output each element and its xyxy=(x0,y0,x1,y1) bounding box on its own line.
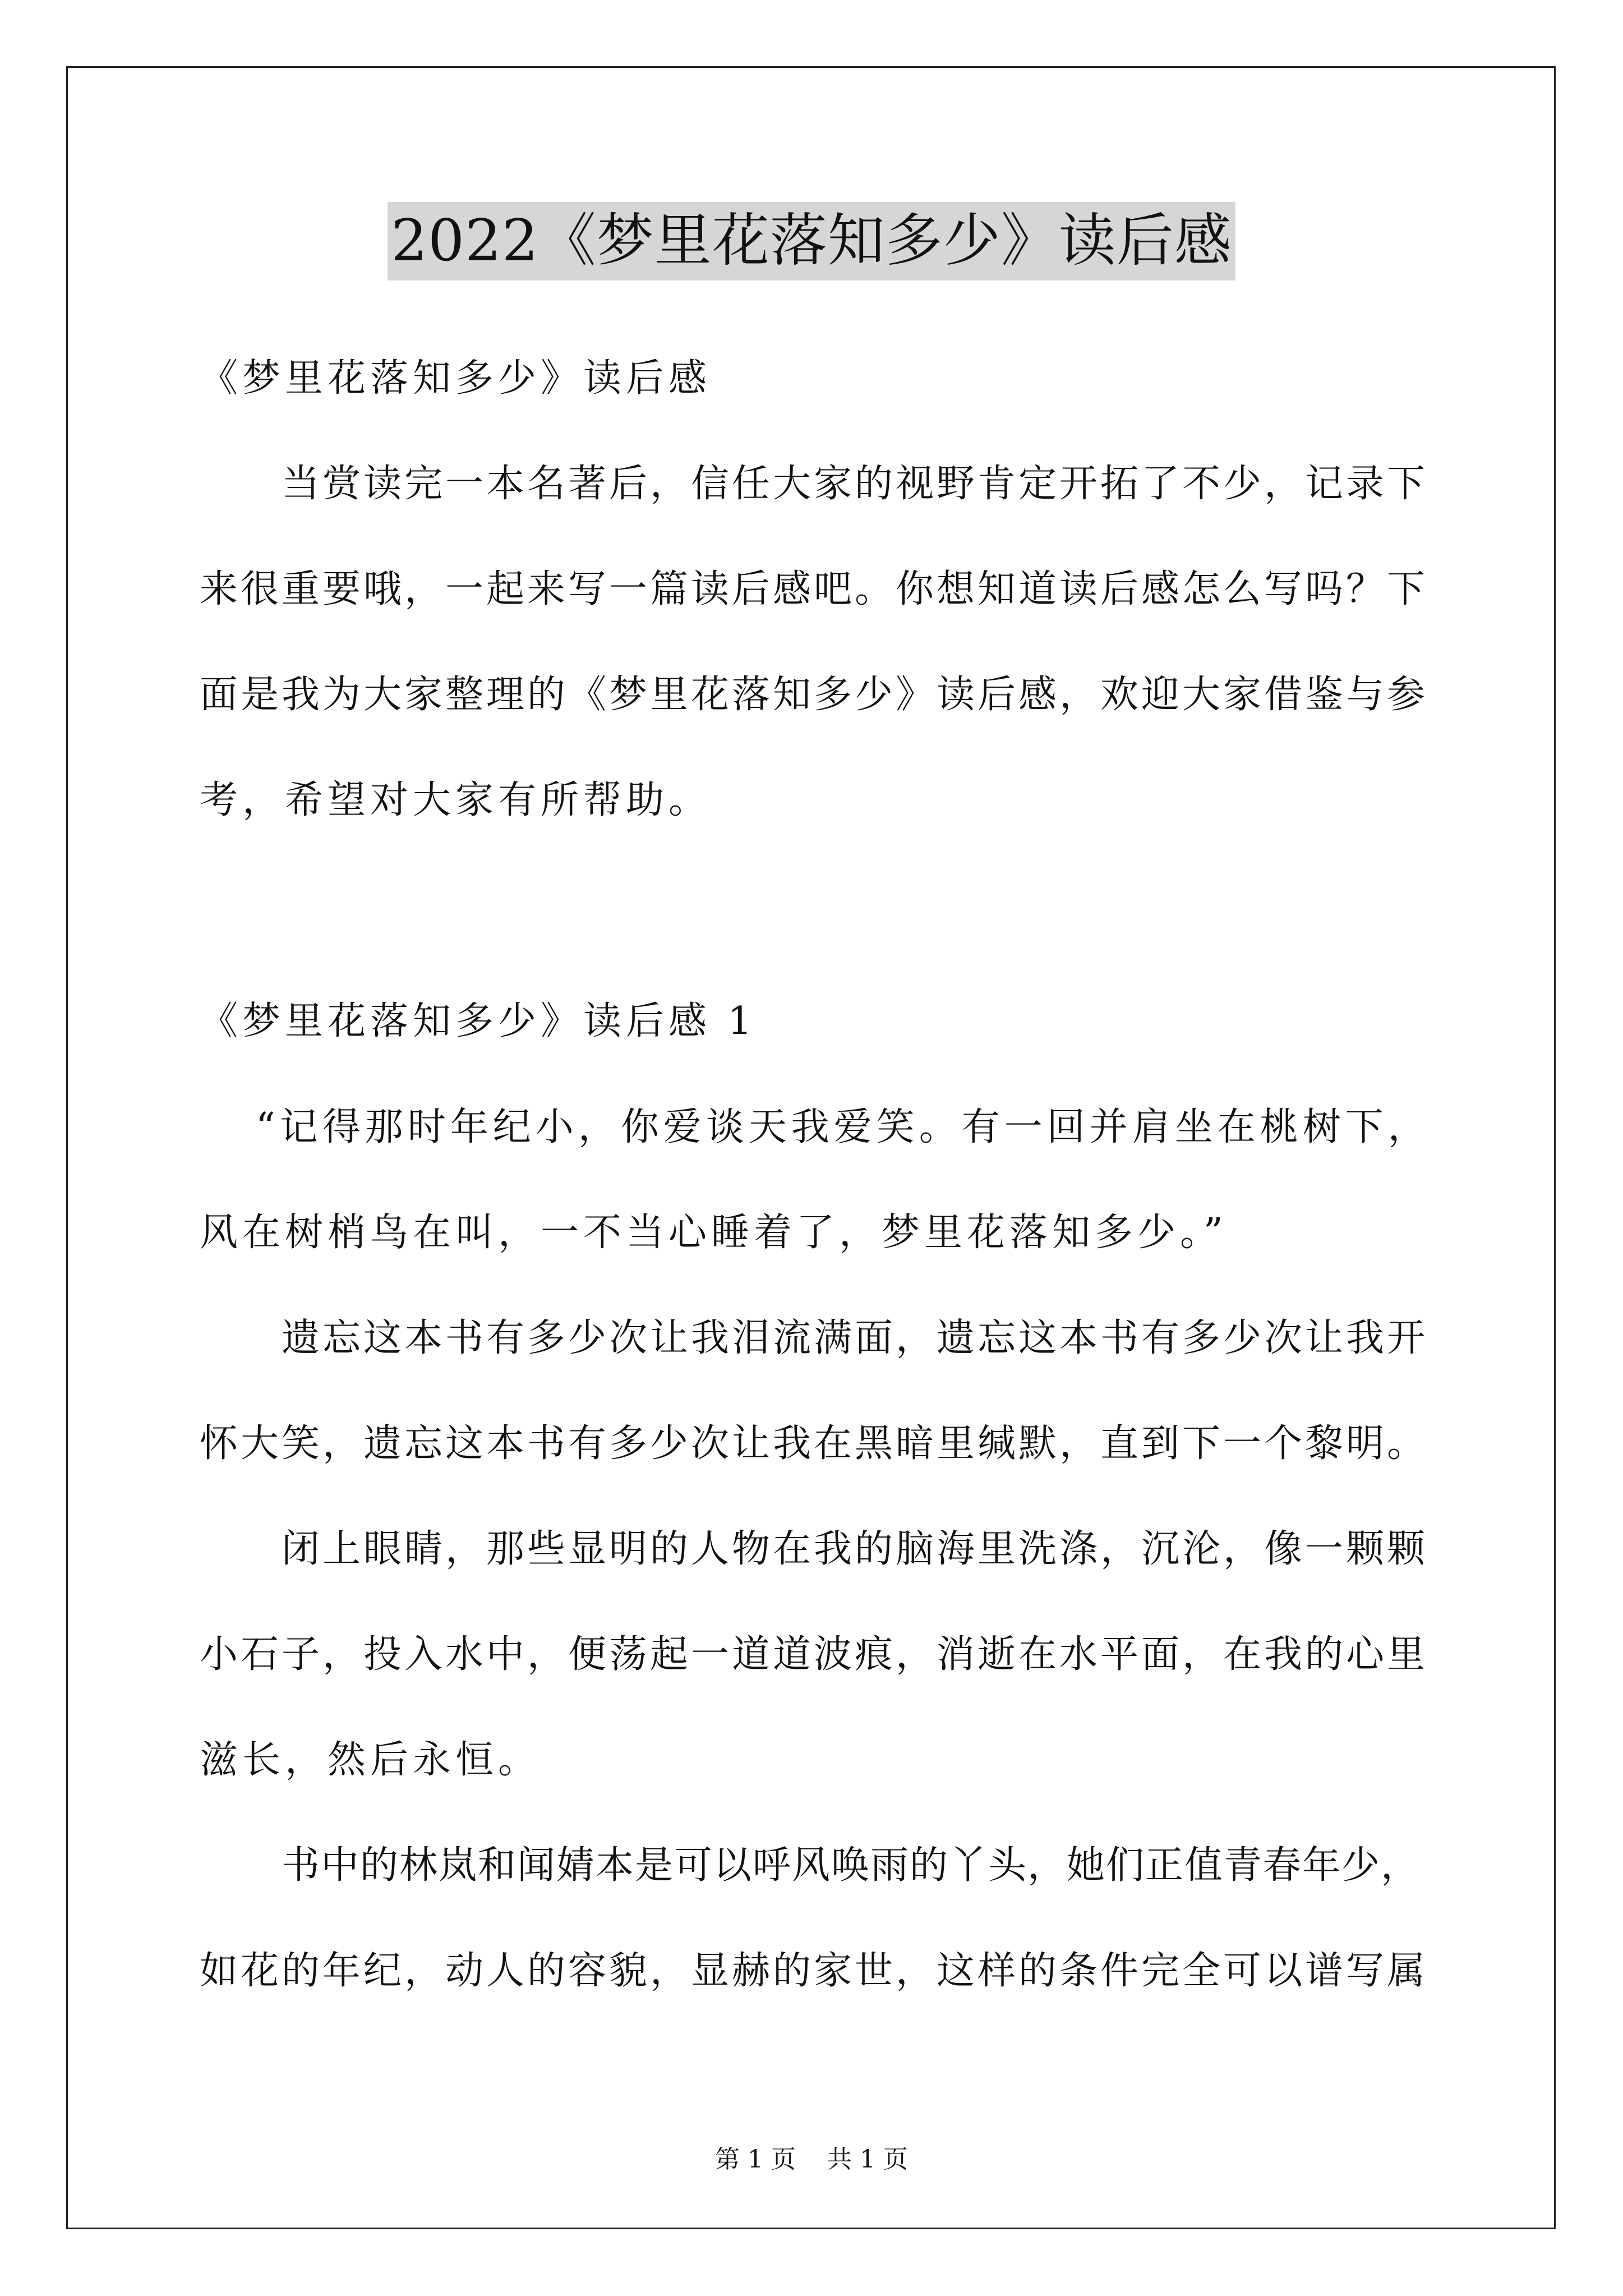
body-line-5: 闭上眼睛，那些显明的人物在我的脑海里洗涤，沉沦，像一颗颗 xyxy=(282,1527,1428,1571)
body-line-3: 遗忘这本书有多少次让我泪流满面，遗忘这本书有多少次让我开 xyxy=(282,1316,1428,1360)
body-line-9: 如花的年纪，动人的容貌，显赫的家世，这样的条件完全可以谱写属 xyxy=(200,1949,1428,1993)
body-line-2: 风在树梢鸟在叫，一不当心睡着了，梦里花落知多少。” xyxy=(200,1211,1228,1255)
body-line-4: 怀大笑，遗忘这本书有多少次让我在黑暗里缄默，直到下一个黎明。 xyxy=(200,1421,1428,1466)
body-line-7: 滋长，然后永恒。 xyxy=(200,1738,541,1782)
body-line-1: “记得那时年纪小，你爱谈天我爱笑。有一回并肩坐在桃树下， xyxy=(256,1105,1431,1149)
body-line-8: 书中的林岚和闻婧本是可以呼风唤雨的丫头，她们正值青春年少， xyxy=(282,1843,1421,1888)
page-footer: 第 1 页 共 1 页 xyxy=(715,2145,908,2174)
body-line-6: 小石子，投入水中，便荡起一道道波痕，消逝在水平面，在我的心里 xyxy=(200,1632,1428,1677)
document-title: 2022《梦里花落知多少》读后感 xyxy=(388,202,1235,280)
section-heading: 《梦里花落知多少》读后感 1 xyxy=(200,999,757,1043)
intro-line-4: 考，希望对大家有所帮助。 xyxy=(200,778,712,822)
intro-line-2: 来很重要哦，一起来写一篇读后感吧。你想知道读后感怎么写吗？下 xyxy=(200,567,1428,611)
subtitle: 《梦里花落知多少》读后感 xyxy=(200,356,712,401)
intro-line-3: 面是我为大家整理的《梦里花落知多少》读后感，欢迎大家借鉴与参 xyxy=(200,673,1428,717)
intro-line-1: 当赏读完一本名著后，信任大家的视野肯定开拓了不少，记录下 xyxy=(282,462,1428,506)
document-title-block xyxy=(0,202,1623,280)
